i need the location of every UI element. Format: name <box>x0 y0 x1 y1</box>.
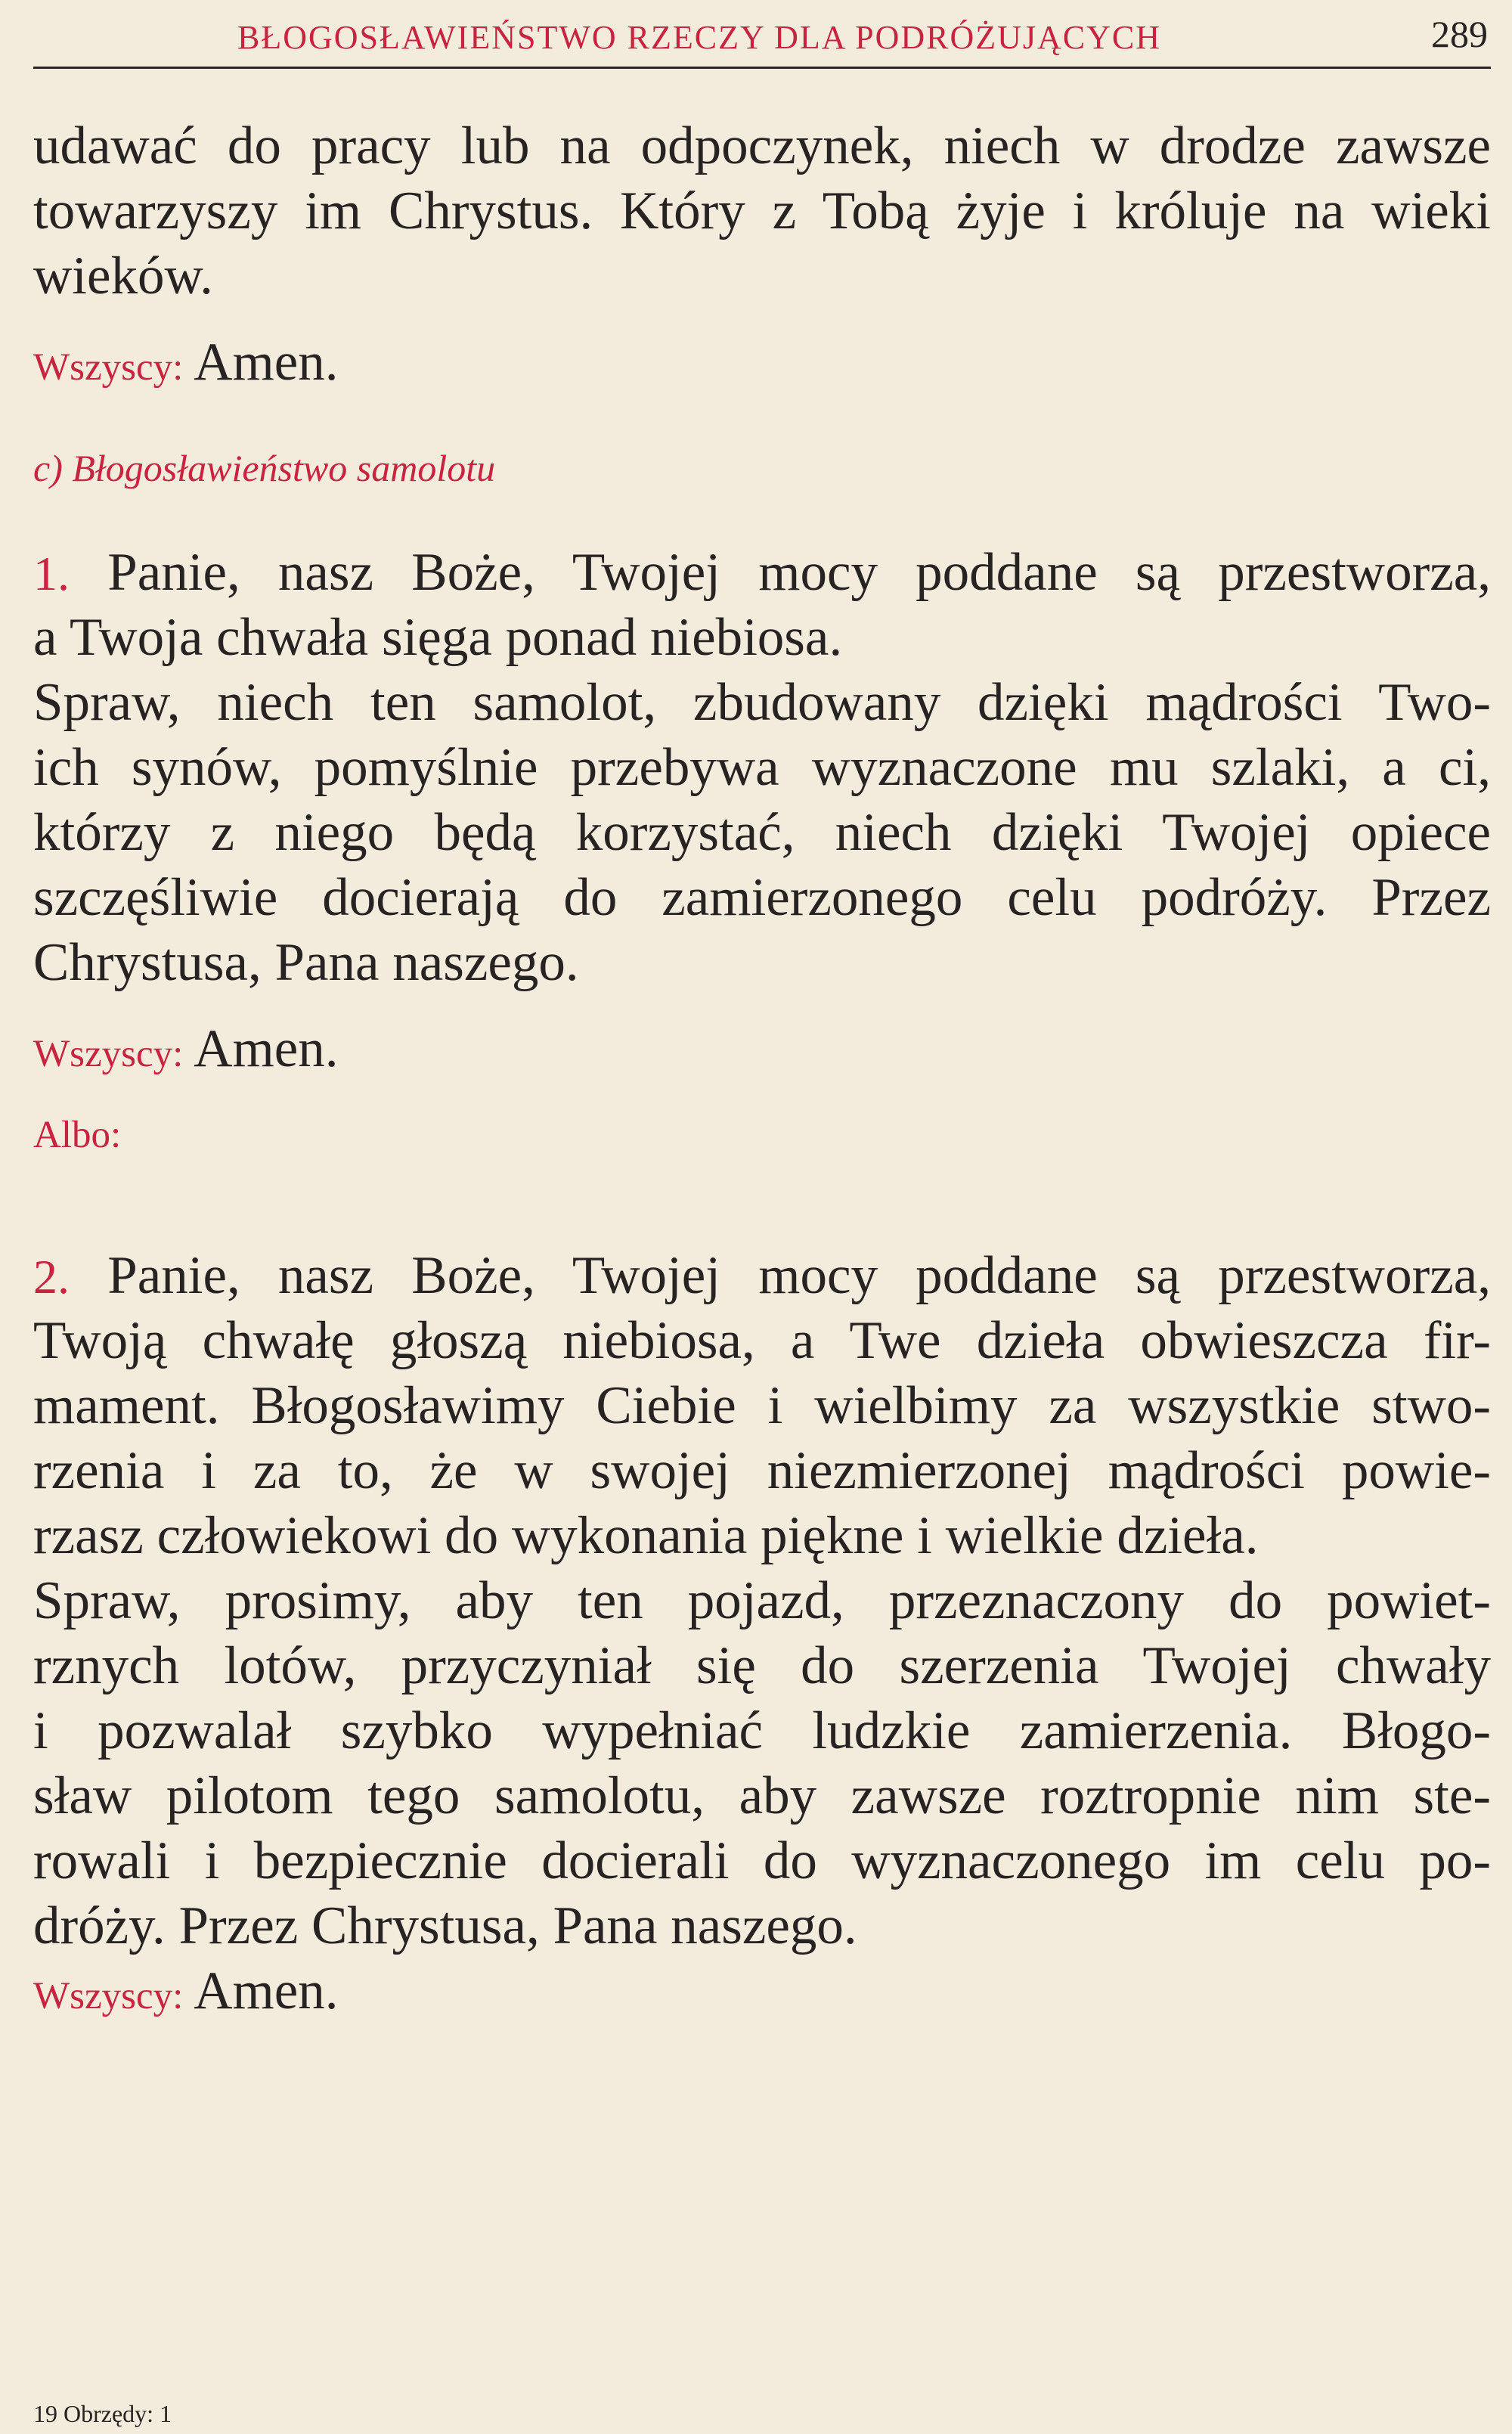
response-label: Wszyscy: <box>33 1975 184 2017</box>
page-number: 289 <box>1431 13 1488 55</box>
prayer-number: 2. <box>33 1250 70 1304</box>
response-1 <box>33 330 1491 395</box>
text-line: ich synów, pomyślnie przebywa wyznaczone mu szlaki, a ci, <box>33 738 1491 797</box>
text-line <box>33 540 1491 605</box>
prayer-first-line: Panie, nasz Boże, Twojej mocy poddane są przestworza, <box>107 543 1491 602</box>
text-line: którzy z niego będą korzystać, niech dzięki Twojej opiece <box>33 803 1491 862</box>
prayer-first-line: Panie, nasz Boże, Twojej mocy poddane są przestworza, <box>107 1246 1491 1305</box>
text-line: Spraw, prosimy, aby ten pojazd, przeznaczony do powiet- <box>33 1571 1491 1630</box>
running-title: BŁOGOSŁAWIEŃSTWO RZECZY DLA PODRÓŻUJĄCYCH <box>237 19 1162 56</box>
text-line: Spraw, niech ten samolot, zbudowany dzięki mądrości Two- <box>33 673 1491 732</box>
section-title: c) Błogosławieństwo samolotu <box>33 447 496 489</box>
text-line: rznych lotów, przyczyniał się do szerzenia Twojej chwały <box>33 1636 1491 1695</box>
response-label: Wszyscy: <box>33 346 184 389</box>
text-line: a Twoja chwała sięga ponad niebiosa. <box>33 608 843 667</box>
text-line: dróży. Przez Chrystusa, Pana naszego. <box>33 1896 857 1955</box>
response-label: Wszyscy: <box>33 1033 184 1075</box>
prayer-number: 1. <box>33 547 70 600</box>
text-line <box>33 1243 1491 1308</box>
text-line: udawać do pracy lub na odpoczynek, niech w drodze zawsze <box>33 116 1491 175</box>
printer-signature: 19 Obrzędy: 1 <box>33 2400 172 2427</box>
text-line: Chrystusa, Pana naszego. <box>33 933 579 992</box>
text-line: wieków. <box>33 247 213 305</box>
intro-paragraph <box>33 113 1491 309</box>
text-line: Twoją chwałę głoszą niebiosa, a Twe dzieła obwieszcza fir- <box>33 1311 1491 1370</box>
text-line: rowali i bezpiecznie docierali do wyznaczonego im celu po- <box>33 1831 1491 1890</box>
response-text: Amen. <box>194 333 339 392</box>
response-2 <box>33 1016 1491 1081</box>
page-body <box>33 113 1491 2023</box>
text-line: rzasz człowiekowi do wykonania piękne i wielkie dzieła. <box>33 1506 1259 1565</box>
text-line: sław pilotom tego samolotu, aby zawsze roztropnie nim ste- <box>33 1766 1491 1825</box>
albo-label: Albo: <box>33 1114 122 1156</box>
text-line: towarzyszy im Chrystus. Który z Tobą żyje i króluje na wieki <box>33 181 1491 240</box>
text-line: i pozwalał szybko wypełniać ludzkie zamierzenia. Błogo- <box>33 1701 1491 1760</box>
prayer-2 <box>33 1243 1491 1958</box>
response-text: Amen. <box>194 1961 339 2020</box>
text-line: mament. Błogosławimy Ciebie i wielbimy za wszystkie stwo- <box>33 1376 1491 1435</box>
page-header <box>33 11 1492 59</box>
prayer-1 <box>33 540 1491 995</box>
text-line: rzenia i za to, że w swojej niezmierzonej mądrości powie- <box>33 1441 1491 1500</box>
response-3 <box>33 1958 1491 2023</box>
header-rule <box>33 67 1491 69</box>
response-text: Amen. <box>194 1019 339 1078</box>
text-line: szczęśliwie docierają do zamierzonego celu podróży. Przez <box>33 868 1491 927</box>
